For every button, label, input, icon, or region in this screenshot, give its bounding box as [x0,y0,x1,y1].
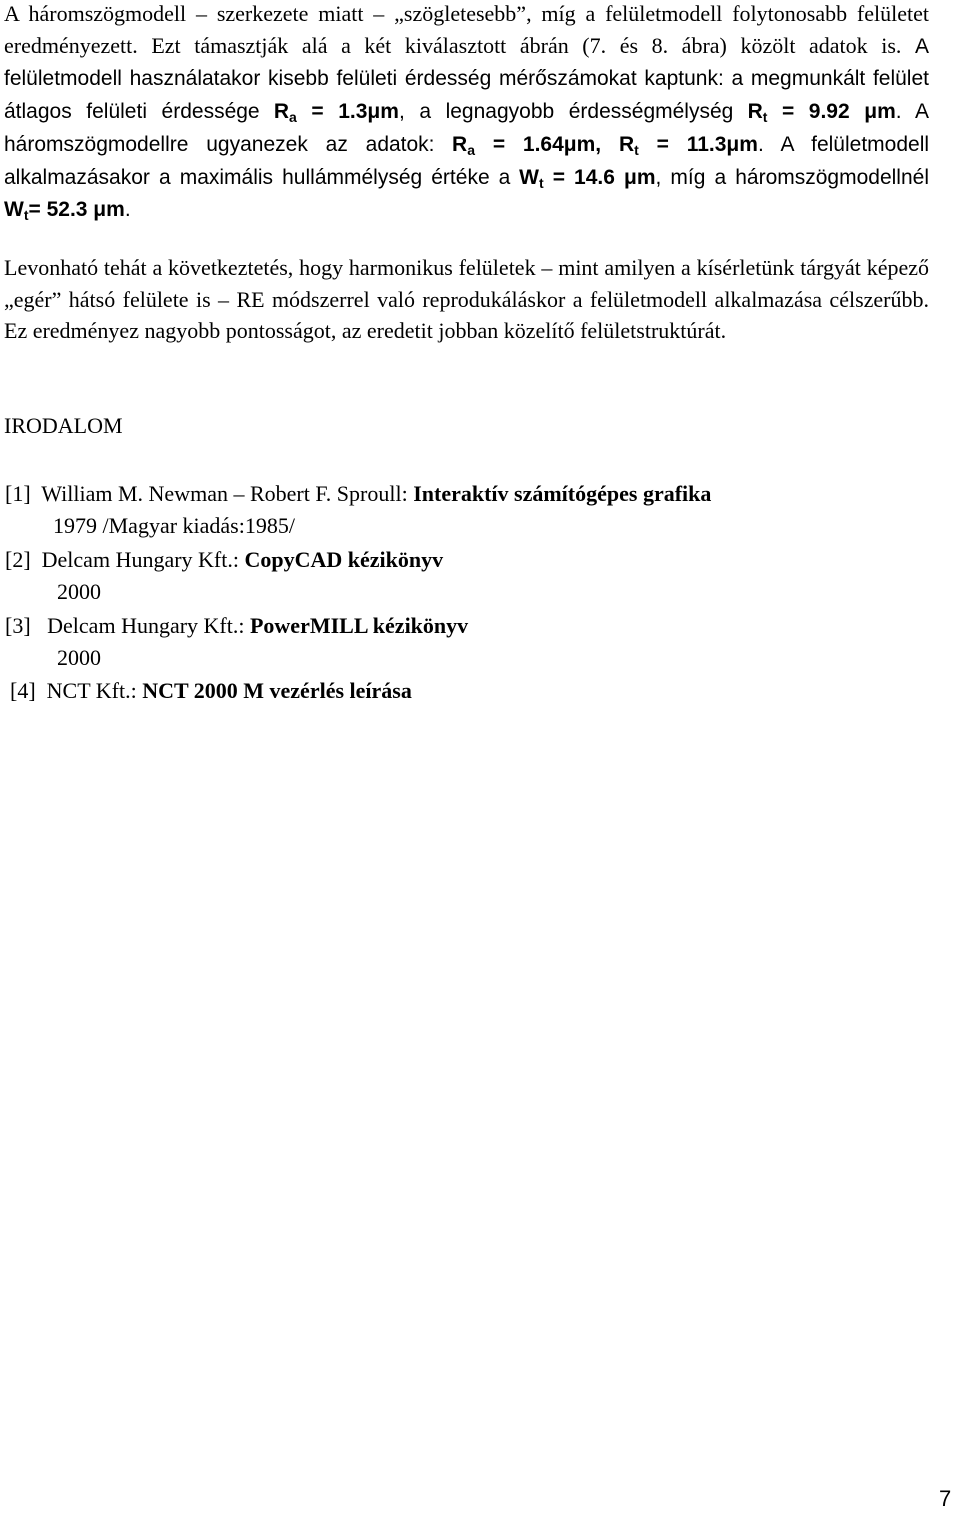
reference-item: [2] Delcam Hungary Kft.: CopyCAD kézikönyv [5,547,444,572]
conclusion-paragraph: Levonható tehát a következtetés, hogy harmonikus felületek – mint amilyen a kísérletünk tárgyát képező „egér” hátsó felülete is – RE módszerrel való reprodukáláskor a felületmodell alkalmazása célszerűbb. Ez eredményez nagyobb pontosságot, az eredetit jobban közelítő felületstruktúrát. [4,255,929,344]
reference-item: [1] William M. Newman – Robert F. Sproull: Interaktív számítógépes grafika [5,481,712,506]
results-paragraph: A háromszögmodell – szerkezete miatt – „szögletesebb”, míg a felületmodell folytonosabb felületet eredményezett. Ezt támasztják alá a két kiválasztott ábrán (7. és 8. ábra) közölt adatok is. A felületmodell használatakor kisebb felületi érdesség mérőszámokat kaptunk: a megmunkált felület átlagos felületi érdessége $R_a = 1.3\mu m$, a legnagyobb érdességmélység $R_t = 9.92$ μm. A háromszögmodellre ugyanezek az adatok: $R_a = 1.64\mu m$, $R_t = 11.3\mu m$. A felületmodell alkalmazásakor a maximális hullámmélység értéke a $W_t = 14.6$ μm, míg a háromszögmodellnél $W_t= 52.3$ μm. [4,1,930,224]
reference-year: 1979 /Magyar kiadás:1985/ [53,513,295,538]
wt-value: $W_t = 14.6$ μm [519,165,656,191]
reference-year: 2000 [57,645,101,670]
paragraph-text: , a legnagyobb érdességmélység [398,100,734,124]
paragraph-text: . A háromszögmodellre ugyanezek az adatok: [4,100,929,156]
reference-item: [4] NCT Kft.: NCT 2000 M vezérlés leírása [10,678,412,703]
ra-value: $R_a = 1.3\mu m$ [273,100,399,126]
references-heading: IRODALOM [4,413,123,438]
wt2-value: $W_t= 52.3$ μm [4,198,125,224]
rt-value: $R_t = 9.92$ μm [747,100,896,126]
paragraph-text: A háromszögmodell – szerkezete miatt – „szögletesebb”, míg a felületmodell folytonosabb felületet eredményezett. Ezt támasztják alá a két kiválasztott ábrán (7. és 8. ábra) közölt adatok is. [4,1,929,58]
paragraph-text: . A felületmodell alkalmazásakor a maximális hullámmélység értéke a [4,132,930,189]
reference-year: 2000 [57,579,101,604]
paragraph-text: A felületmodell használatakor kisebb felületi érdesség mérőszámokat kaptunk: a megmunkált felület átlagos felületi érdessége [4,34,929,124]
paragraph-text: , míg a háromszögmodellnél [655,165,929,189]
reference-item: [3] Delcam Hungary Kft.: PowerMILL kézikönyv [5,613,469,638]
ra2-value: $R_a = 1.64\mu m$, $R_t = 11.3\mu m$ [452,132,758,158]
page-number: 7 [939,1486,952,1511]
